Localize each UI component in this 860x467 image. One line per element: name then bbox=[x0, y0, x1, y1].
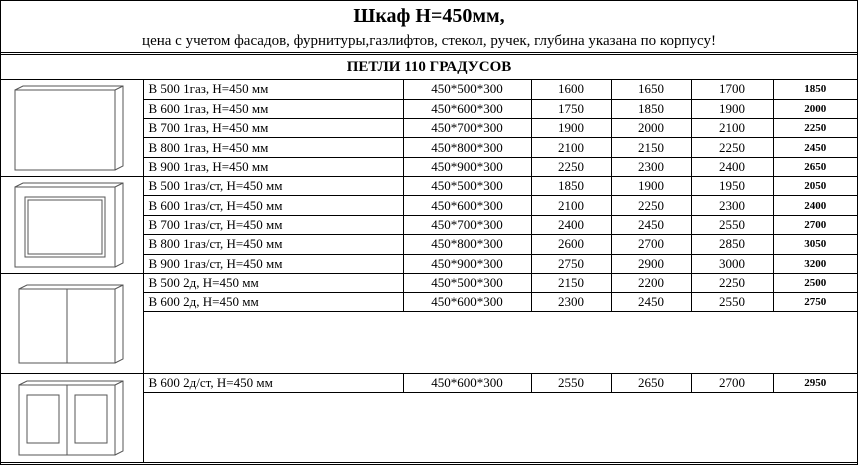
product-image bbox=[1, 80, 143, 177]
price-2: 2700 bbox=[611, 235, 691, 254]
product-name: B 600 1газ, H=450 мм bbox=[143, 99, 403, 118]
price-2: 2450 bbox=[611, 293, 691, 312]
price-3: 2850 bbox=[691, 235, 773, 254]
price-3: 2250 bbox=[691, 138, 773, 157]
price-2: 1900 bbox=[611, 177, 691, 196]
table-row bbox=[1, 374, 857, 393]
product-image bbox=[1, 374, 143, 463]
cabinet-glass-door-icon bbox=[9, 177, 135, 273]
product-image bbox=[1, 274, 143, 374]
price-4: 2500 bbox=[773, 274, 857, 293]
price-3: 1950 bbox=[691, 177, 773, 196]
price-3: 2550 bbox=[691, 215, 773, 234]
price-3: 2700 bbox=[691, 374, 773, 393]
price-2: 2650 bbox=[611, 374, 691, 393]
price-1: 2600 bbox=[531, 235, 611, 254]
product-size: 450*800*300 bbox=[403, 235, 531, 254]
sheet-subtitle: цена с учетом фасадов, фурнитуры,газлифтов, стекол, ручек, глубина указана по корпусу! bbox=[142, 33, 716, 49]
product-size: 450*900*300 bbox=[403, 157, 531, 176]
product-size: 450*500*300 bbox=[403, 177, 531, 196]
product-name: B 600 2д/ст, H=450 мм bbox=[143, 374, 403, 393]
product-size: 450*500*300 bbox=[403, 80, 531, 99]
product-size: 450*800*300 bbox=[403, 138, 531, 157]
product-name: B 800 1газ, H=450 мм bbox=[143, 138, 403, 157]
price-4: 1850 bbox=[773, 80, 857, 99]
price-1: 2300 bbox=[531, 293, 611, 312]
product-name: B 700 1газ, H=450 мм bbox=[143, 119, 403, 138]
empty-cell bbox=[143, 393, 857, 463]
price-2: 2300 bbox=[611, 157, 691, 176]
price-4: 3200 bbox=[773, 254, 857, 273]
section-title: ПЕТЛИ 110 ГРАДУСОВ bbox=[1, 54, 857, 80]
table-row bbox=[1, 80, 857, 99]
product-size: 450*500*300 bbox=[403, 274, 531, 293]
product-name: B 900 1газ, H=450 мм bbox=[143, 157, 403, 176]
price-3: 1700 bbox=[691, 80, 773, 99]
price-1: 2250 bbox=[531, 157, 611, 176]
product-size: 450*700*300 bbox=[403, 119, 531, 138]
price-4: 2700 bbox=[773, 215, 857, 234]
price-2: 2150 bbox=[611, 138, 691, 157]
cabinet-solid-door-icon bbox=[9, 80, 135, 176]
price-2: 2250 bbox=[611, 196, 691, 215]
product-name: B 600 2д, H=450 мм bbox=[143, 293, 403, 312]
product-name: B 800 1газ/ст, H=450 мм bbox=[143, 235, 403, 254]
price-4: 3050 bbox=[773, 235, 857, 254]
product-size: 450*600*300 bbox=[403, 196, 531, 215]
price-3: 2300 bbox=[691, 196, 773, 215]
table-row bbox=[1, 274, 857, 293]
table-row bbox=[1, 177, 857, 196]
product-size: 450*600*300 bbox=[403, 99, 531, 118]
price-4: 2750 bbox=[773, 293, 857, 312]
product-name: B 900 1газ/ст, H=450 мм bbox=[143, 254, 403, 273]
price-3: 2250 bbox=[691, 274, 773, 293]
price-2: 2200 bbox=[611, 274, 691, 293]
price-1: 2400 bbox=[531, 215, 611, 234]
price-2: 2900 bbox=[611, 254, 691, 273]
product-name: B 500 1газ/ст, H=450 мм bbox=[143, 177, 403, 196]
price-4: 2450 bbox=[773, 138, 857, 157]
price-3: 1900 bbox=[691, 99, 773, 118]
product-size: 450*600*300 bbox=[403, 293, 531, 312]
price-1: 1750 bbox=[531, 99, 611, 118]
price-2: 1650 bbox=[611, 80, 691, 99]
product-name: B 700 1газ/ст, H=450 мм bbox=[143, 215, 403, 234]
price-4: 2400 bbox=[773, 196, 857, 215]
price-2: 2450 bbox=[611, 215, 691, 234]
price-3: 2550 bbox=[691, 293, 773, 312]
price-4: 2250 bbox=[773, 119, 857, 138]
price-4: 2050 bbox=[773, 177, 857, 196]
sheet-title: Шкаф H=450мм, bbox=[353, 5, 505, 27]
price-1: 2100 bbox=[531, 196, 611, 215]
price-4: 2950 bbox=[773, 374, 857, 393]
price-2: 2000 bbox=[611, 119, 691, 138]
product-image bbox=[1, 177, 143, 274]
price-4: 2000 bbox=[773, 99, 857, 118]
price-2: 1850 bbox=[611, 99, 691, 118]
cabinet-two-doors-icon bbox=[9, 279, 135, 369]
price-3: 2400 bbox=[691, 157, 773, 176]
price-1: 1850 bbox=[531, 177, 611, 196]
product-name: B 500 1газ, H=450 мм bbox=[143, 80, 403, 99]
price-1: 1600 bbox=[531, 80, 611, 99]
price-1: 1900 bbox=[531, 119, 611, 138]
product-name: B 600 1газ/ст, H=450 мм bbox=[143, 196, 403, 215]
price-1: 2550 bbox=[531, 374, 611, 393]
sheet-header bbox=[1, 1, 857, 53]
price-3: 2100 bbox=[691, 119, 773, 138]
price-4: 2650 bbox=[773, 157, 857, 176]
product-size: 450*900*300 bbox=[403, 254, 531, 273]
product-size: 450*700*300 bbox=[403, 215, 531, 234]
empty-cell bbox=[143, 312, 857, 374]
price-1: 2750 bbox=[531, 254, 611, 273]
price-3: 3000 bbox=[691, 254, 773, 273]
price-1: 2100 bbox=[531, 138, 611, 157]
product-name: B 500 2д, H=450 мм bbox=[143, 274, 403, 293]
cabinet-two-glass-doors-icon bbox=[9, 375, 135, 461]
price-1: 2150 bbox=[531, 274, 611, 293]
product-size: 450*600*300 bbox=[403, 374, 531, 393]
price-table bbox=[1, 80, 857, 463]
